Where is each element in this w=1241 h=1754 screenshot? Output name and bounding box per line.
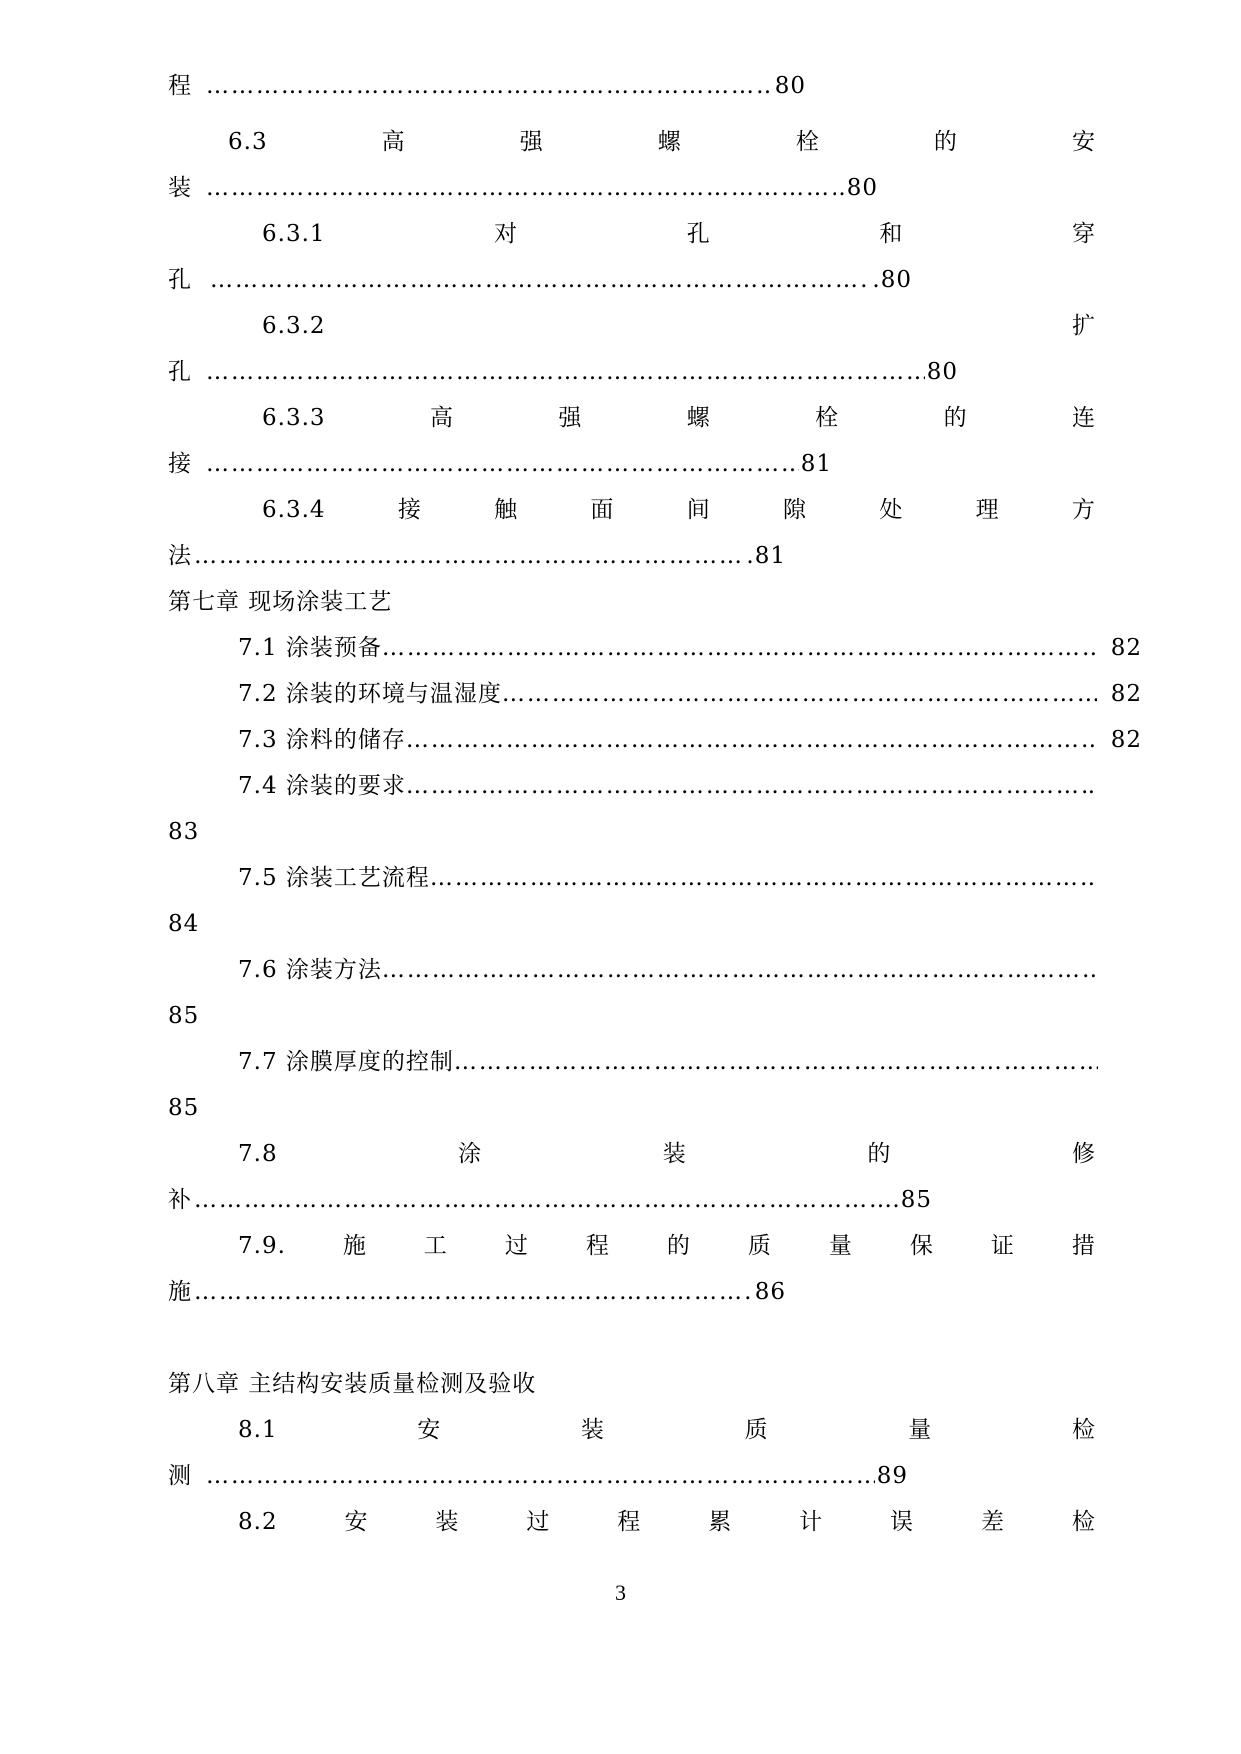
title-char: 的 bbox=[666, 1233, 691, 1259]
dot-leader bbox=[406, 720, 1097, 760]
toc-label: 7.6 涂装方法 bbox=[238, 957, 382, 983]
title-char: 触 bbox=[494, 497, 519, 523]
toc-page-number: 81 bbox=[800, 451, 832, 477]
title-char: 连 bbox=[1071, 405, 1096, 431]
section-number: 6.3 bbox=[228, 129, 268, 155]
title-char: 过 bbox=[526, 1509, 551, 1535]
toc-entry-justified[interactable] bbox=[228, 122, 1096, 162]
dot-leader bbox=[430, 858, 1086, 898]
title-char: 工 bbox=[423, 1233, 448, 1259]
title-char: 穿 bbox=[1071, 221, 1096, 247]
toc-entry[interactable] bbox=[238, 950, 1100, 990]
toc-entry[interactable] bbox=[238, 1042, 1100, 1082]
toc-entry-justified[interactable] bbox=[262, 214, 1096, 254]
toc-label: 7.5 涂装工艺流程 bbox=[238, 865, 430, 891]
toc-entry[interactable] bbox=[238, 628, 1142, 668]
section-number: 6.3.1 bbox=[262, 221, 326, 247]
toc-label: 7.7 涂膜厚度的控制 bbox=[238, 1049, 454, 1075]
section-number: 7.8 bbox=[238, 1141, 278, 1167]
chapter-heading[interactable]: 第七章 现场涂装工艺 bbox=[168, 589, 393, 615]
dot-leader bbox=[206, 352, 925, 392]
title-char: 隙 bbox=[783, 497, 808, 523]
section-number: 6.3.2 bbox=[262, 313, 326, 339]
title-char: 对 bbox=[494, 221, 519, 247]
toc-entry-justified[interactable] bbox=[262, 398, 1096, 438]
chapter-heading[interactable]: 第八章 主结构安装质量检测及验收 bbox=[168, 1371, 537, 1397]
toc-entry[interactable] bbox=[168, 1456, 908, 1496]
section-number: 7.9. bbox=[238, 1233, 286, 1259]
dot-leader bbox=[206, 444, 799, 484]
dot-leader bbox=[382, 950, 1098, 990]
title-char: 保 bbox=[909, 1233, 934, 1259]
title-char: 强 bbox=[558, 405, 583, 431]
dot-leader bbox=[382, 628, 1097, 668]
title-char: 差 bbox=[980, 1509, 1005, 1535]
toc-label: 7.4 涂装的要求 bbox=[238, 773, 406, 799]
title-char: 孔 bbox=[686, 221, 711, 247]
title-char: 和 bbox=[879, 221, 904, 247]
toc-entry-justified[interactable] bbox=[238, 1410, 1096, 1450]
toc-entry[interactable] bbox=[168, 168, 878, 208]
toc-label: 7.2 涂装的环境与温湿度 bbox=[238, 681, 502, 707]
title-char: 接 bbox=[397, 497, 422, 523]
dot-leader bbox=[194, 1272, 753, 1312]
toc-label: 施 bbox=[168, 1279, 192, 1305]
page-number: 3 bbox=[615, 1580, 626, 1605]
title-char: 证 bbox=[990, 1233, 1015, 1259]
toc-page-number: 82 bbox=[1110, 635, 1142, 661]
toc-entry-justified[interactable] bbox=[262, 490, 1096, 530]
title-char: 安 bbox=[344, 1509, 369, 1535]
toc-page-number: .80 bbox=[872, 267, 912, 293]
section-number: 8.1 bbox=[238, 1417, 278, 1443]
title-char: 误 bbox=[890, 1509, 915, 1535]
toc-entry[interactable] bbox=[238, 858, 1096, 898]
toc-entry[interactable] bbox=[168, 1180, 932, 1220]
title-char: 检 bbox=[1071, 1509, 1096, 1535]
toc-label: 法 bbox=[168, 543, 192, 569]
title-char: 检 bbox=[1071, 1417, 1096, 1443]
title-char: 过 bbox=[504, 1233, 529, 1259]
title-char: 质 bbox=[744, 1417, 769, 1443]
title-char: 涂 bbox=[458, 1141, 483, 1167]
title-char: 质 bbox=[747, 1233, 772, 1259]
toc-page-number: 84 bbox=[168, 911, 200, 937]
toc-page-number: .85 bbox=[892, 1187, 932, 1213]
toc-label: 孔 bbox=[168, 359, 192, 385]
toc-entry-justified[interactable] bbox=[262, 306, 1096, 346]
dot-leader bbox=[194, 1180, 890, 1220]
title-char: 施 bbox=[342, 1233, 367, 1259]
title-char: 高 bbox=[381, 129, 406, 155]
dot-leader bbox=[454, 1042, 1098, 1082]
dot-leader bbox=[406, 766, 1086, 806]
title-char: 装 bbox=[435, 1509, 460, 1535]
toc-label: 7.1 涂装预备 bbox=[238, 635, 382, 661]
title-char: 栓 bbox=[795, 129, 820, 155]
toc-entry[interactable] bbox=[238, 766, 1096, 806]
section-number: 6.3.4 bbox=[262, 497, 326, 523]
toc-label: 装 bbox=[168, 175, 192, 201]
toc-page-number: 85 bbox=[168, 1003, 200, 1029]
toc-entry[interactable] bbox=[168, 536, 786, 576]
toc-entry-justified[interactable] bbox=[238, 1134, 1096, 1174]
title-char: 处 bbox=[879, 497, 904, 523]
toc-entry-justified[interactable] bbox=[238, 1226, 1096, 1266]
toc-entry[interactable] bbox=[168, 66, 806, 106]
toc-page-number: . bbox=[1087, 773, 1096, 799]
title-char: 累 bbox=[708, 1509, 733, 1535]
title-char: 螺 bbox=[686, 405, 711, 431]
title-char: 的 bbox=[933, 129, 958, 155]
title-char: 强 bbox=[519, 129, 544, 155]
toc-page-number: 82 bbox=[1110, 727, 1142, 753]
toc-page-number: 85 bbox=[168, 1095, 200, 1121]
dot-leader bbox=[502, 674, 1097, 714]
toc-page-number: 83 bbox=[168, 819, 200, 845]
title-char: 扩 bbox=[1072, 313, 1096, 339]
toc-page-number: 80 bbox=[774, 73, 806, 99]
toc-label: 孔 bbox=[168, 267, 192, 293]
title-char: 措 bbox=[1071, 1233, 1096, 1259]
title-char: 量 bbox=[828, 1233, 853, 1259]
toc-label: 接 bbox=[168, 451, 192, 477]
title-char: 理 bbox=[975, 497, 1000, 523]
toc-label: 7.3 涂料的储存 bbox=[238, 727, 406, 753]
title-char: 安 bbox=[1071, 129, 1096, 155]
title-char: 安 bbox=[417, 1417, 442, 1443]
toc-page-number: 82 bbox=[1110, 681, 1142, 707]
title-char: 方 bbox=[1071, 497, 1096, 523]
toc-page-number: 86 bbox=[754, 1279, 786, 1305]
toc-page-number: .81 bbox=[746, 543, 786, 569]
toc-entry[interactable] bbox=[168, 260, 912, 300]
toc-entry[interactable] bbox=[238, 720, 1142, 760]
toc-page-number: . bbox=[1087, 865, 1096, 891]
title-char: 装 bbox=[662, 1141, 687, 1167]
title-char: 装 bbox=[580, 1417, 605, 1443]
title-char: 计 bbox=[799, 1509, 824, 1535]
dot-leader bbox=[210, 260, 870, 300]
dot-leader bbox=[206, 1456, 875, 1496]
title-char: 程 bbox=[617, 1509, 642, 1535]
title-char: 间 bbox=[686, 497, 711, 523]
toc-page-number: .80 bbox=[838, 175, 878, 201]
toc-entry[interactable] bbox=[238, 674, 1142, 714]
title-char: 修 bbox=[1071, 1141, 1096, 1167]
toc-entry[interactable] bbox=[168, 1272, 786, 1312]
section-number: 6.3.3 bbox=[262, 405, 326, 431]
toc-entry-justified[interactable] bbox=[238, 1502, 1096, 1542]
title-char: 程 bbox=[585, 1233, 610, 1259]
toc-page-number: 80 bbox=[926, 359, 958, 385]
title-char: 螺 bbox=[657, 129, 682, 155]
title-char: 的 bbox=[943, 405, 968, 431]
title-char: 高 bbox=[429, 405, 454, 431]
section-number: 8.2 bbox=[238, 1509, 278, 1535]
toc-entry[interactable] bbox=[168, 352, 958, 392]
toc-entry[interactable] bbox=[168, 444, 832, 484]
title-char: 栓 bbox=[815, 405, 840, 431]
dot-leader bbox=[206, 66, 773, 106]
title-char: 面 bbox=[590, 497, 615, 523]
title-char: 量 bbox=[908, 1417, 933, 1443]
toc-label: 测 bbox=[168, 1463, 192, 1489]
toc-page-number: 89 bbox=[876, 1463, 908, 1489]
dot-leader bbox=[206, 168, 836, 208]
dot-leader bbox=[194, 536, 744, 576]
toc-label: 补 bbox=[168, 1187, 192, 1213]
toc-label: 程 bbox=[168, 73, 192, 99]
title-char: 的 bbox=[867, 1141, 892, 1167]
